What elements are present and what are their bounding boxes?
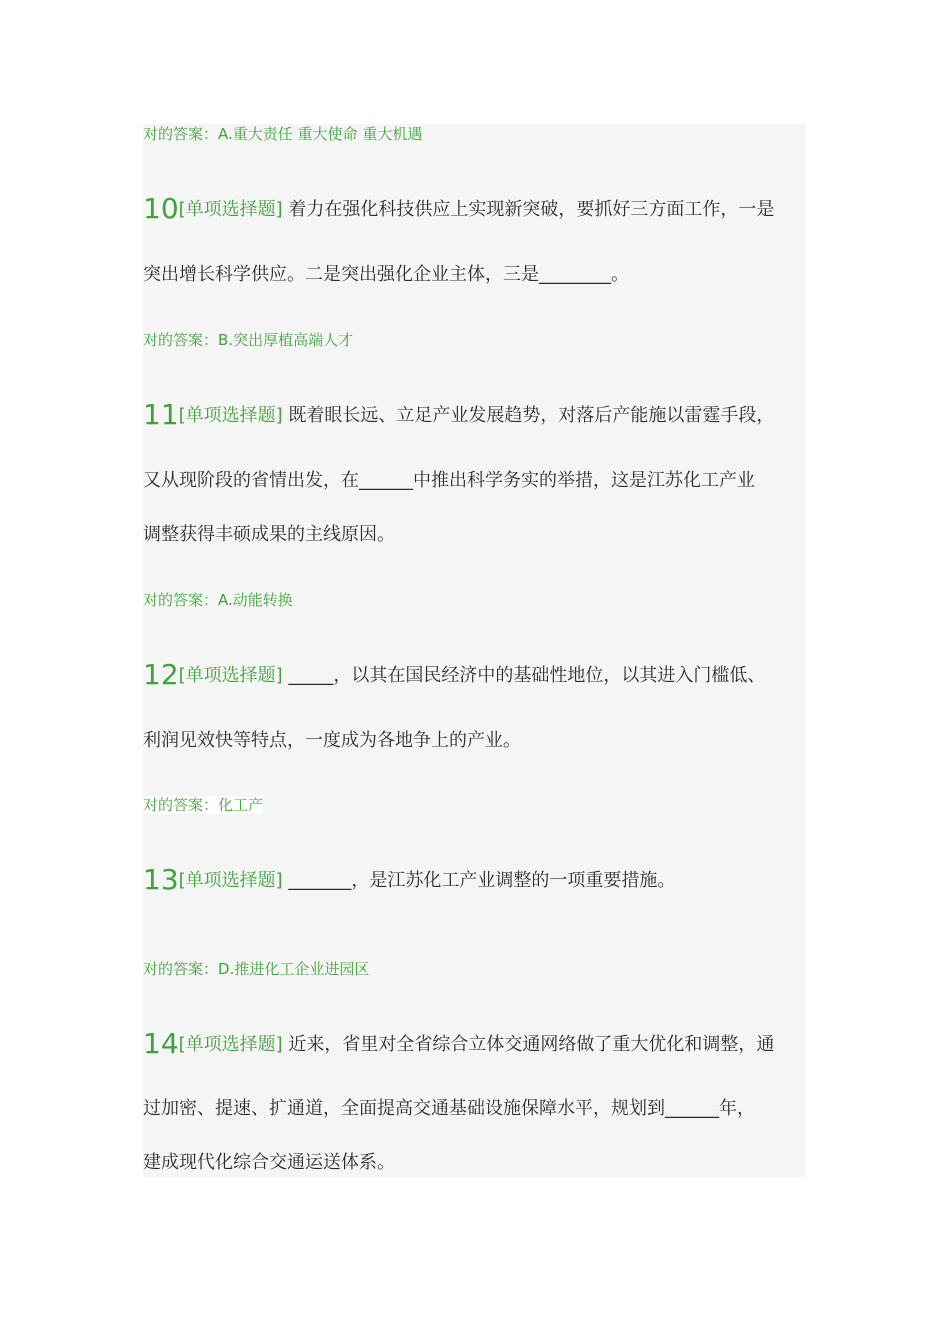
question-text: 着力在强化科技供应上实现新突破，要抓好三方面工作，一是 [288, 199, 775, 220]
question-text: 近来，省里对全省综合立体交通网络做了重大优化和调整，通 [288, 1034, 775, 1055]
question-number: 14 [143, 1027, 179, 1060]
question-text: 又从现阶段的省情出发，在______中推出科学务实的举措，这是江苏化工产业 [143, 470, 755, 491]
answer-9 [143, 124, 422, 144]
question-type: [单项选择题] [178, 665, 283, 686]
question-type: [单项选择题] [178, 1034, 283, 1055]
question-number: 11 [143, 398, 179, 431]
answer-text: A.动能转换 [218, 591, 293, 609]
question-text: 突出增长科学供应。二是突出强化企业主体，三是________。 [143, 264, 629, 285]
question-text: 调整获得丰硕成果的主线原因。 [143, 524, 395, 545]
answer-label: 对的答案： [143, 125, 219, 143]
question-12-line-2 [143, 729, 521, 753]
answer-text: B.突出厚植高端人才 [218, 331, 354, 349]
question-11-line-2 [143, 469, 755, 493]
question-text: 既着眼长远、立足产业发展趋势，对落后产能施以雷霆手段， [288, 405, 775, 426]
question-text: 过加密、提速、扩通道，全面提高交通基础设施保障水平，规划到______年， [143, 1098, 755, 1119]
answer-10 [143, 330, 353, 350]
answer-text: 化工产 [218, 796, 264, 814]
question-number: 13 [143, 863, 179, 896]
question-14-line-1 [143, 1029, 774, 1059]
question-text: 利润见效快等特点，一度成为各地争上的产业。 [143, 730, 521, 751]
answer-text: A.重大责任 重大使命 重大机遇 [218, 125, 423, 143]
answer-label: 对的答案： [143, 960, 219, 978]
answer-label: 对的答案： [143, 796, 219, 814]
question-10-line-1 [143, 194, 774, 224]
answer-label: 对的答案： [143, 591, 219, 609]
answer-11 [143, 590, 293, 610]
question-type: [单项选择题] [178, 405, 283, 426]
answer-text: D.推进化工企业进园区 [218, 960, 370, 978]
question-text: 建成现代化综合交通运送体系。 [143, 1152, 395, 1173]
question-13-line-1 [143, 865, 675, 895]
question-number: 10 [143, 192, 179, 225]
question-11-line-1 [143, 400, 774, 430]
question-number: 12 [143, 658, 179, 691]
question-text: _______，是江苏化工产业调整的一项重要措施。 [288, 870, 676, 891]
question-14-line-3 [143, 1151, 395, 1175]
question-14-line-2 [143, 1097, 755, 1121]
question-12-line-1 [143, 660, 765, 690]
answer-label: 对的答案： [143, 331, 219, 349]
question-text: _____，以其在国民经济中的基础性地位，以其进入门槛低、 [288, 665, 766, 686]
question-10-line-2 [143, 263, 629, 287]
question-11-line-3 [143, 523, 395, 547]
answer-13 [143, 959, 369, 979]
question-type: [单项选择题] [178, 870, 283, 891]
answer-12 [143, 795, 263, 815]
question-type: [单项选择题] [178, 199, 283, 220]
